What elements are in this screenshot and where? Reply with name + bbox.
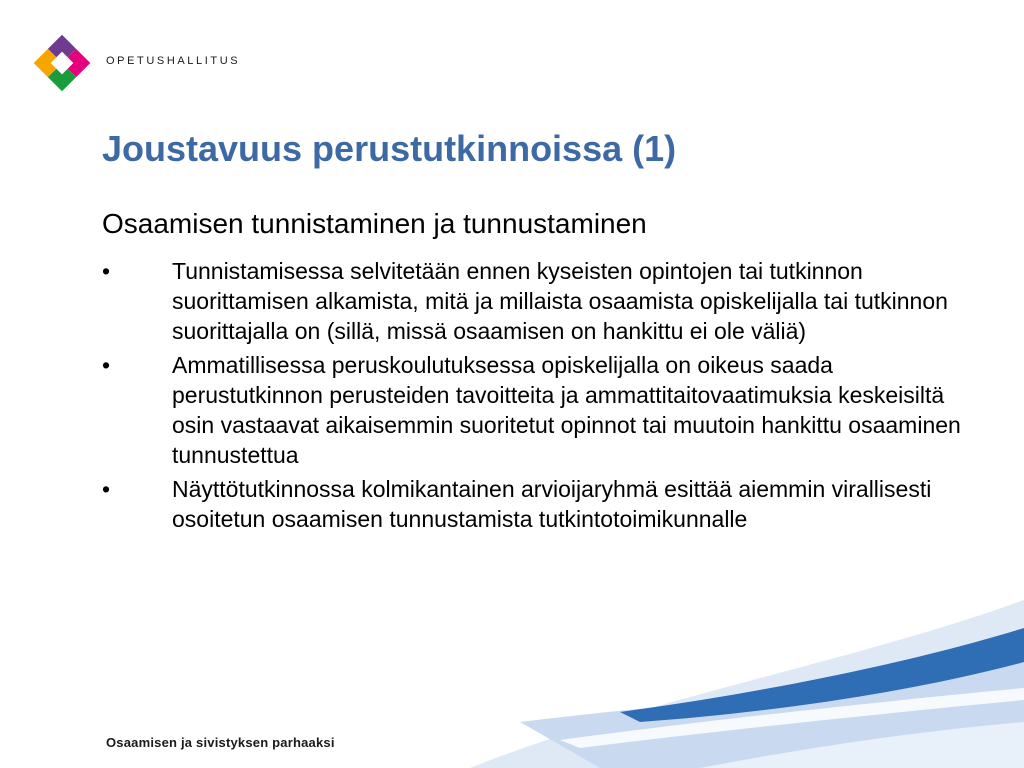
footer-slogan: Osaamisen ja sivistyksen parhaaksi — [106, 735, 335, 750]
opetushallitus-logo — [33, 34, 91, 92]
bullet-text: Ammatillisessa peruskoulutuksessa opiskelijalla on oikeus saada perustutkinnon perusteiden tavoitteita ja ammattitaitovaatimuksia keskeisiltä osin vastaavat aikaisemmin suoritetut opinnot tai muutoin hankittu osaaminen tunnustettua — [172, 352, 961, 468]
slide-title: Joustavuus perustutkinnoissa (1) — [102, 128, 677, 169]
wave-white-streak — [560, 688, 1024, 748]
bullet-text: Näyttötutkinnossa kolmikantainen arvioijaryhmä esittää aiemmin virallisesti osoitetun osaamisen tunnustamista tutkintotoimikunnalle — [172, 476, 932, 532]
wave-light-back — [470, 600, 1024, 768]
bullet-icon: • — [102, 258, 111, 284]
wave-dark — [620, 628, 1024, 722]
wave-light-mid — [520, 660, 1024, 768]
bullet-icon: • — [102, 476, 111, 502]
bullet-item — [102, 350, 972, 470]
bullet-item — [102, 256, 972, 346]
bullet-list — [102, 256, 972, 538]
bullet-icon: • — [102, 352, 111, 378]
wave-pale-front — [700, 722, 1024, 768]
bullet-text: Tunnistamisessa selvitetään ennen kyseisten opintojen tai tutkinnon suorittamisen alkamista, mitä ja millaista osaamista opiskelijalla tai tutkinnon suorittajalla on (sillä, missä osaamisen on hankittu ei ole väliä) — [172, 258, 948, 344]
org-name: OPETUSHALLITUS — [106, 55, 241, 67]
slide-subtitle: Osaamisen tunnistaminen ja tunnustaminen — [102, 208, 647, 239]
bullet-item — [102, 474, 972, 534]
